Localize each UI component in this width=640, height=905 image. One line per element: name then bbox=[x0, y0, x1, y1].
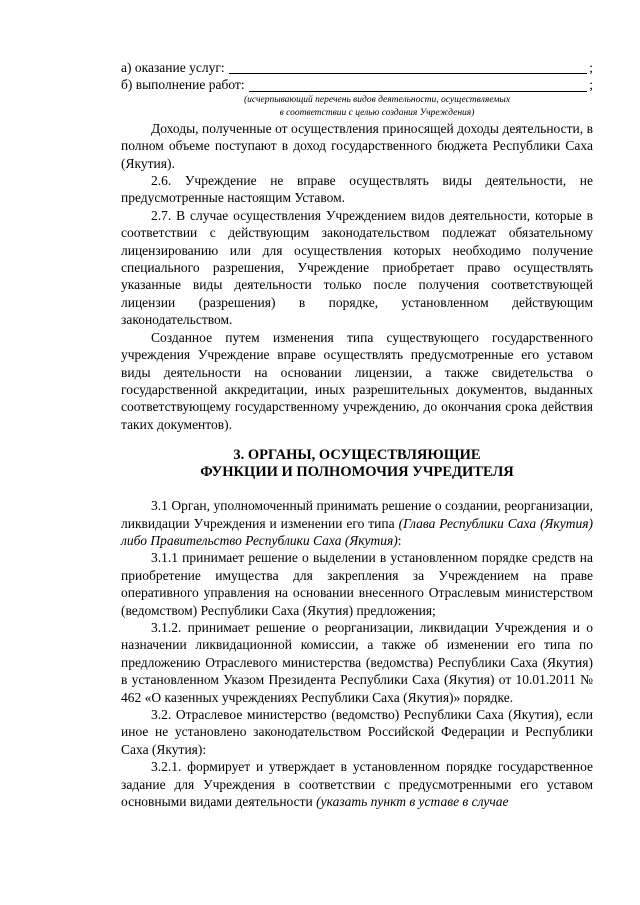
works-line-end: ; bbox=[589, 77, 593, 93]
section-3-heading bbox=[121, 447, 593, 481]
services-blank-line bbox=[229, 60, 588, 74]
activities-note-line-2: в соответствии с целью создания Учреждения) bbox=[279, 107, 475, 118]
clause-3-2-1 bbox=[121, 758, 593, 810]
services-fill-line bbox=[121, 59, 593, 76]
created-institution-paragraph: Созданное путем изменения типа существующего государственного учреждения Учреждение вправе осуществлять предусмотренные его уставом виды деятельности на основании лицензии, а также свидетельства о государственной аккредитации, иных разрешительных документов, выданных соответствующему государственному учреждению, до окончания срока действия таких документов). bbox=[121, 329, 593, 432]
clause-3-1-italic: (Глава Республики Саха (Якутия) либо Правительство Республики Саха (Якутия) bbox=[121, 515, 594, 548]
services-label: а) оказание услуг: bbox=[121, 60, 225, 75]
clause-3-1-end: : bbox=[397, 532, 402, 548]
clause-3-2-1-italic: (указать пункт в уставе в случае bbox=[316, 794, 509, 810]
clause-3-1-text: 3.1 Орган, уполномоченный принимать решение о создании, реорганизации, ликвидации Учреждения и изменении его типа bbox=[121, 498, 593, 531]
activities-note-line-1: (исчерпывающий перечень видов деятельности, осуществляемых bbox=[243, 94, 511, 105]
clause-2-7: 2.7. В случае осуществления Учреждением видов деятельности, которые в соответствии с действующим законодательством подлежат обязательному лицензированию или для осуществления которых необходимо получение специального разрешения, Учреждение приобретает право осуществлять указанные виды деятельности только после получения соответствующей лицензии (разрешения) в порядке, установленном действующим законодательством. bbox=[121, 207, 593, 328]
activities-note bbox=[161, 94, 593, 120]
clause-3-1 bbox=[121, 497, 593, 549]
document-body bbox=[121, 59, 593, 810]
works-fill-line bbox=[121, 76, 593, 93]
services-line-end: ; bbox=[589, 60, 593, 75]
section-3-heading-line-2: ФУНКЦИИ И ПОЛНОМОЧИЯ УЧРЕДИТЕЛЯ bbox=[200, 464, 514, 481]
works-blank-line bbox=[249, 78, 588, 92]
clause-3-1-2: 3.1.2. принимает решение о реорганизации, ликвидации Учреждения и о назначении ликвидационной комиссии, а также об изменении его типа по предложению Отраслевого министерства (ведомства) Республики Саха (Якутия) в установленном Указом Президента Республики Саха (Якутия) от 10.01.2011 № 462 «О казенных учреждениях Республики Саха (Якутия)» порядке. bbox=[121, 619, 593, 705]
income-paragraph: Доходы, полученные от осуществления приносящей доходы деятельности, в полном объеме поступают в доход государственного бюджета Республики Саха (Якутия). bbox=[121, 120, 593, 171]
clause-3-2: 3.2. Отраслевое министерство (ведомство) Республики Саха (Якутия), если иное не установлено законодательством Российской Федерации и Республики Саха (Якутия): bbox=[121, 707, 593, 757]
clause-3-1-1: 3.1.1 принимает решение о выделении в установленном порядке средств на приобретение имущества для закрепления за Учреждением на праве оперативного управления на основании внесенного Отраслевым министерством (ведомством) Республики Саха (Якутия) предложения; bbox=[121, 550, 593, 618]
clause-3-2-1-text: 3.2.1. формирует и утверждает в установленном порядке государственное задание для Учреждения в соответствии с предусмотренными его уставом основными видами деятельности bbox=[121, 759, 593, 810]
clause-2-6: 2.6. Учреждение не вправе осуществлять виды деятельности, не предусмотренные настоящим Уставом. bbox=[121, 173, 593, 206]
works-label: б) выполнение работ: bbox=[121, 77, 245, 93]
section-3-heading-line-1: 3. ОРГАНЫ, ОСУЩЕСТВЛЯЮЩИЕ bbox=[233, 447, 481, 464]
